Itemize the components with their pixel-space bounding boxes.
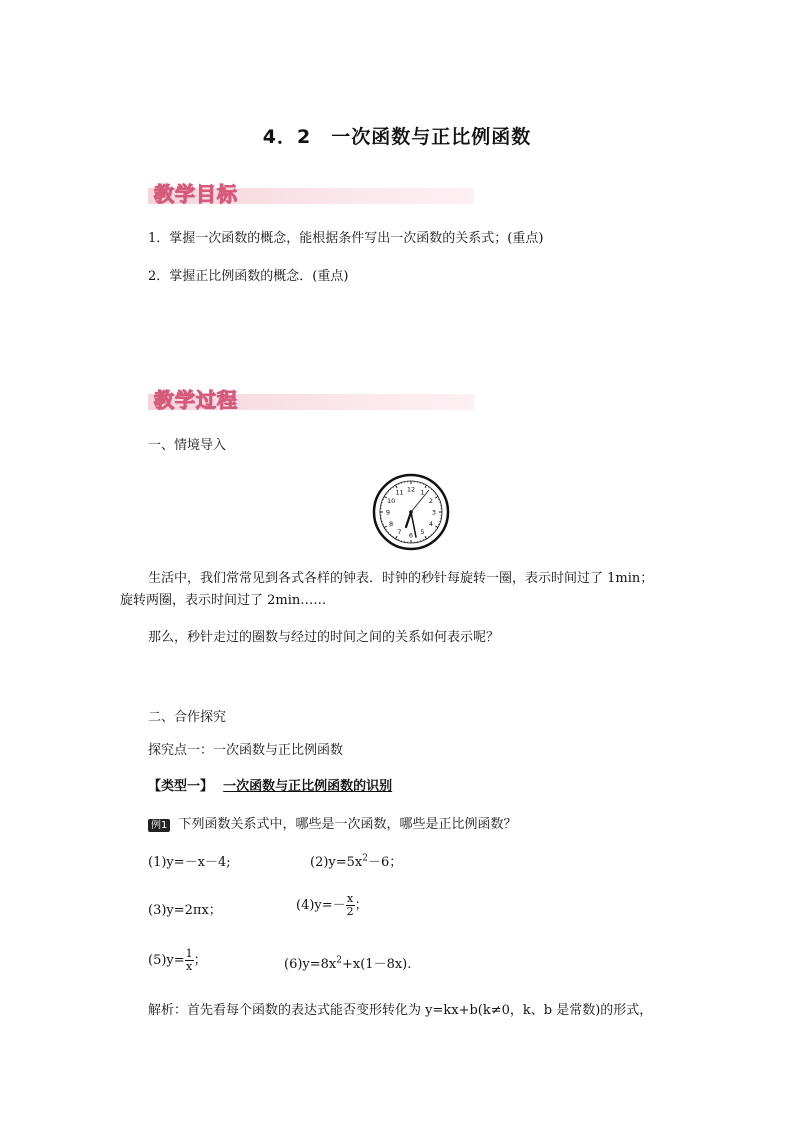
fraction bbox=[185, 948, 194, 973]
banner-label: 教学目标 bbox=[154, 182, 238, 206]
fraction-numerator: 1 bbox=[185, 947, 193, 960]
section-banner-process bbox=[148, 386, 474, 412]
formula-2-exponent: 2 bbox=[362, 853, 368, 864]
formula-2-part: －6； bbox=[368, 855, 403, 870]
fraction-denominator: 2 bbox=[346, 905, 354, 918]
formula-2-part: (2)y=5x bbox=[310, 855, 363, 870]
clock-number: 4 bbox=[428, 519, 433, 528]
clock-number: 12 bbox=[406, 485, 416, 494]
analysis-text: 解析：首先看每个函数的表达式能否变形转化为 y=kx+b(k≠0，k、b 是常数)的形式， bbox=[148, 1003, 653, 1018]
example-1 bbox=[148, 816, 517, 834]
fraction bbox=[346, 893, 355, 918]
example-text: 下列函数关系式中，哪些是一次函数，哪些是正比例函数？ bbox=[178, 817, 517, 832]
clock-illustration bbox=[371, 472, 451, 552]
formula-3: (3)y=2πx； bbox=[148, 903, 222, 918]
clock-number: 5 bbox=[420, 528, 425, 537]
paragraph-2: 那么，秒针走过的圈数与经过的时间之间的关系如何表示呢？ bbox=[148, 630, 500, 645]
formula-4 bbox=[296, 893, 368, 918]
clock-number: 3 bbox=[431, 508, 437, 517]
section-banner-goals bbox=[148, 180, 474, 206]
section-heading-2: 二、合作探究 bbox=[148, 710, 227, 725]
explore-point-1: 探究点一：一次函数与正比例函数 bbox=[148, 743, 344, 758]
clock-number: 7 bbox=[397, 528, 402, 537]
formula-6 bbox=[284, 956, 411, 974]
formula-5-part: (5)y= bbox=[148, 953, 185, 968]
paragraph-1-line-2: 旋转两圈，表示时间过了 2min…… bbox=[120, 593, 327, 608]
type-1-heading bbox=[148, 778, 392, 796]
type-1-title: 一次函数与正比例函数的识别 bbox=[223, 779, 393, 794]
formula-6-part: +x(1－8x). bbox=[342, 957, 412, 972]
formula-6-exponent: 2 bbox=[336, 955, 342, 966]
clock-number: 8 bbox=[389, 519, 394, 528]
goal-1: 1．掌握一次函数的概念，能根据条件写出一次函数的关系式；(重点) bbox=[148, 231, 544, 246]
formula-4-part: (4)y=－ bbox=[296, 898, 346, 913]
formula-5-part: ； bbox=[193, 953, 207, 968]
clock-number: 11 bbox=[395, 488, 404, 497]
page-title: 4．2 一次函数与正比例函数 bbox=[262, 126, 532, 148]
formula-6-part: (6)y=8x bbox=[284, 957, 337, 972]
type-1-bracket: 【类型一】 bbox=[148, 779, 214, 794]
paragraph-1-line-1: 生活中，我们常常见到各式各样的钟表．时钟的秒针每旋转一圈，表示时间过了 1min； bbox=[148, 571, 654, 586]
clock-number: 9 bbox=[385, 508, 391, 517]
clock-center bbox=[409, 510, 413, 514]
clock-number: 2 bbox=[428, 496, 433, 505]
formula-2 bbox=[310, 854, 402, 872]
clock-number: 10 bbox=[386, 496, 396, 505]
fraction-numerator: x bbox=[347, 892, 354, 905]
clock-number: 6 bbox=[408, 531, 414, 540]
formula-4-part: ； bbox=[354, 898, 368, 913]
formula-1: (1)y=－x－4; bbox=[148, 855, 231, 870]
example-badge: 例1 bbox=[148, 819, 170, 832]
goal-2: 2．掌握正比例函数的概念．(重点) bbox=[148, 269, 349, 284]
section-heading-1: 一、情境导入 bbox=[148, 438, 227, 453]
banner-label: 教学过程 bbox=[154, 388, 238, 412]
clock-number: 1 bbox=[420, 488, 425, 497]
fraction-denominator: x bbox=[186, 960, 193, 973]
formula-5 bbox=[148, 948, 207, 973]
